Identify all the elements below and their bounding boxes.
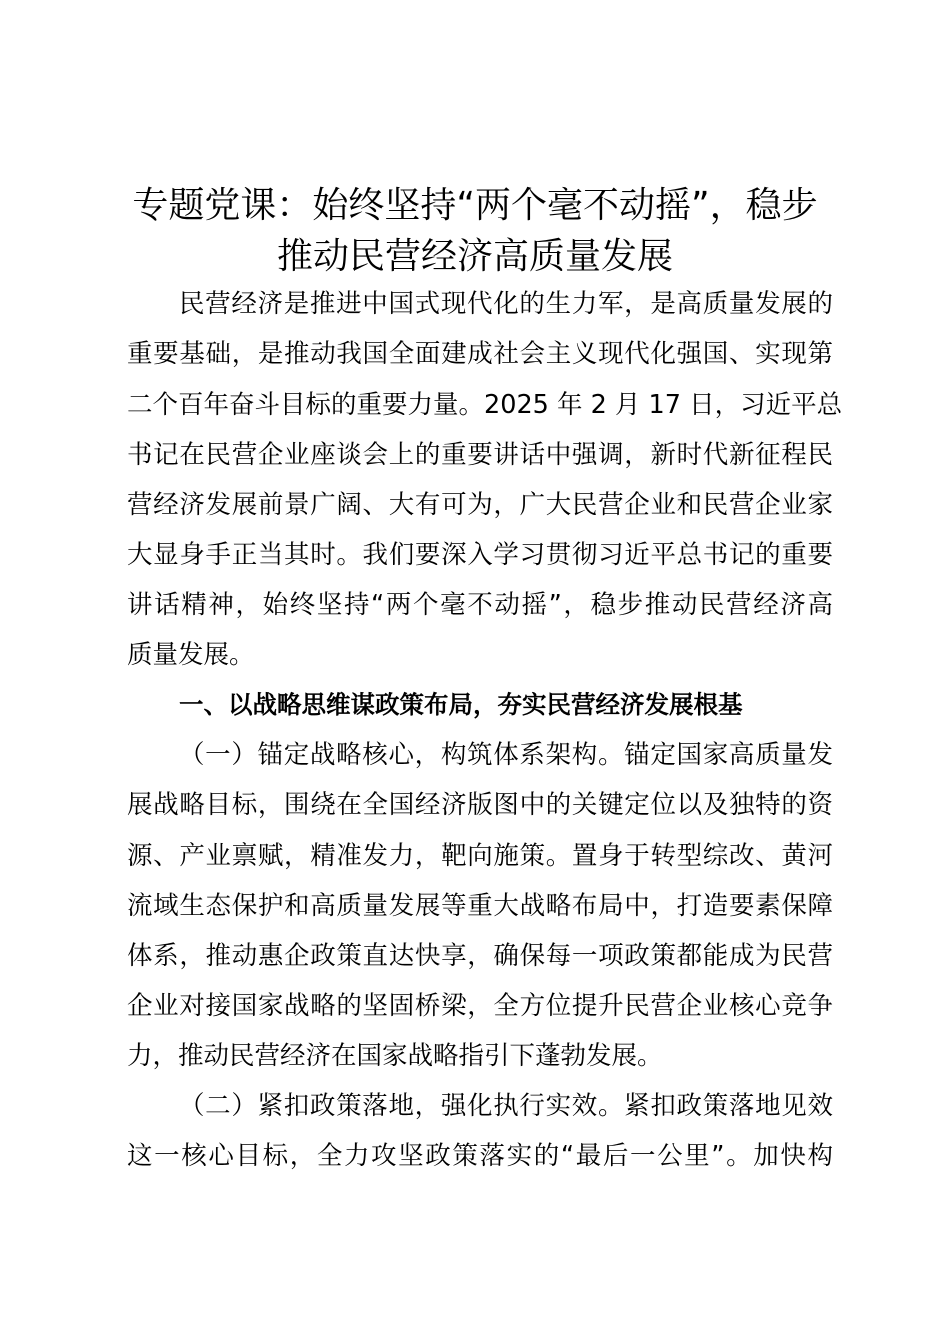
paragraph-1-line-6: 大显身手正当其时。我们要深入学习贯彻习近平总书记的重要 [127, 540, 833, 570]
paragraph-2-line-2: 展战略目标，围绕在全国经济版图中的关键定位以及独特的资 [127, 790, 833, 820]
document-title-line-2: 推动民营经济高质量发展 [276, 236, 673, 277]
paragraph-2-line-3: 源、产业禀赋，精准发力，靶向施策。置身于转型综改、黄河 [127, 841, 833, 871]
paragraph-2-line-5: 体系，推动惠企政策直达快享，确保每一项政策都能成为民营 [127, 941, 833, 971]
paragraph-2-line-6: 企业对接国家战略的坚固桥梁，全方位提升民营企业核心竞争 [127, 991, 833, 1021]
paragraph-1-line-3: 二个百年奋斗目标的重要力量。2025 年 2 月 17 日，习近平总 [127, 390, 843, 420]
paragraph-1-line-8: 质量发展。 [127, 640, 255, 670]
paragraph-1-line-2: 重要基础，是推动我国全面建成社会主义现代化强国、实现第 [127, 339, 833, 369]
paragraph-3-line-2: 这一核心目标，全力攻坚政策落实的“最后一公里”。加快构 [127, 1141, 833, 1171]
paragraph-2-line-4: 流域生态保护和高质量发展等重大战略布局中，打造要素保障 [127, 891, 833, 921]
paragraph-2-line-1: （一）锚定战略核心，构筑体系架构。锚定国家高质量发 [179, 740, 833, 770]
paragraph-3-line-1: （二）紧扣政策落地，强化执行实效。紧扣政策落地见效 [179, 1091, 833, 1121]
paragraph-1-line-7: 讲话精神，始终坚持“两个毫不动摇”，稳步推动民营经济高 [127, 590, 833, 620]
paragraph-1-line-5: 营经济发展前景广阔、大有可为，广大民营企业和民营企业家 [127, 490, 833, 520]
paragraph-1-line-4: 书记在民营企业座谈会上的重要讲话中强调，新时代新征程民 [127, 440, 833, 470]
document-title-line-1: 专题党课：始终坚持“两个毫不动摇”，稳步 [132, 185, 818, 226]
paragraph-2-line-7: 力，推动民营经济在国家战略指引下蓬勃发展。 [127, 1041, 663, 1071]
section-heading-1: 一、以战略思维谋政策布局，夯实民营经济发展根基 [179, 690, 743, 719]
paragraph-1-line-1: 民营经济是推进中国式现代化的生力军，是高质量发展的 [179, 289, 833, 319]
